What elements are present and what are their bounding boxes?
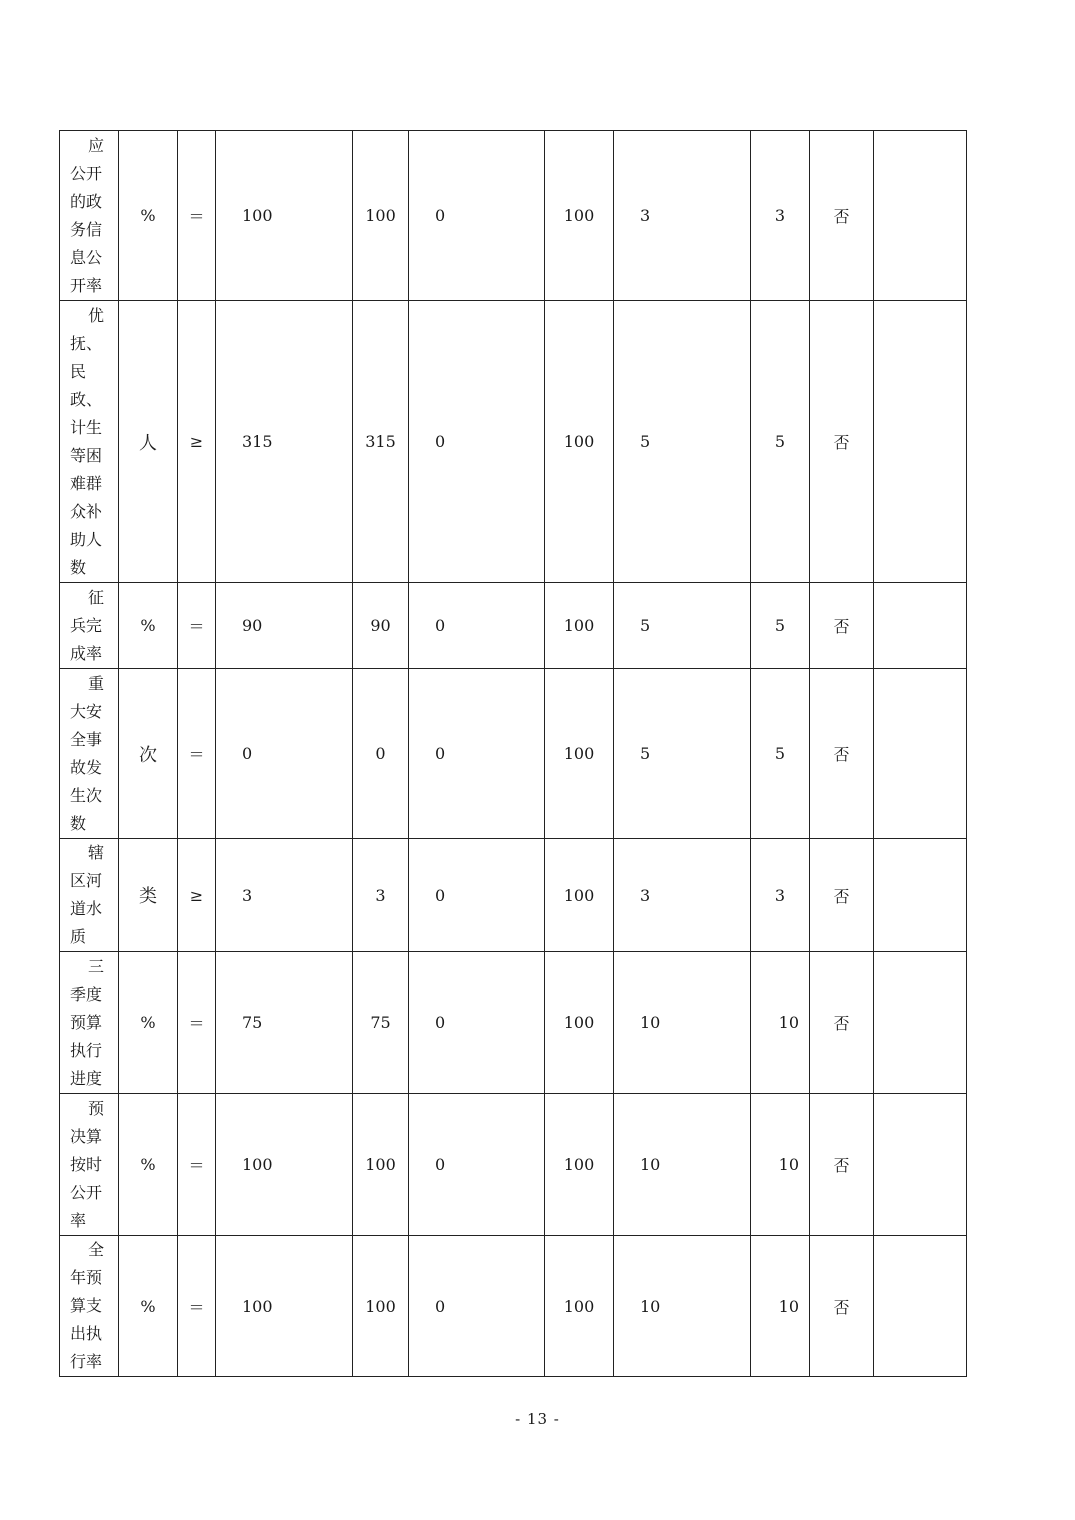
completion-rate-cell: 100: [545, 839, 614, 952]
score-cell: 5: [751, 301, 810, 583]
table-row: [60, 669, 967, 839]
deviation-cell: 0: [409, 839, 545, 952]
operator-cell: ≥: [178, 839, 216, 952]
unit-cell: %: [119, 1236, 178, 1377]
performance-indicator-table: [59, 130, 967, 1377]
target-value-cell: 0: [216, 669, 353, 839]
operator-cell: ＝: [178, 131, 216, 301]
unit-cell: 人: [119, 301, 178, 583]
target-value-cell: 75: [216, 952, 353, 1094]
deduction-flag-cell: 否: [810, 131, 874, 301]
weight-cell: 10: [614, 1236, 751, 1377]
note-cell: [874, 131, 967, 301]
deduction-flag-cell: 否: [810, 1236, 874, 1377]
actual-value-cell: 315: [353, 301, 409, 583]
unit-cell: 次: [119, 669, 178, 839]
score-cell: 3: [751, 839, 810, 952]
deviation-cell: 0: [409, 583, 545, 669]
score-cell: 3: [751, 131, 810, 301]
actual-value-cell: 0: [353, 669, 409, 839]
indicator-name-cell: 辖区河道水质: [60, 839, 119, 952]
completion-rate-cell: 100: [545, 669, 614, 839]
deduction-flag-cell: 否: [810, 583, 874, 669]
table-row: [60, 131, 967, 301]
target-value-cell: 100: [216, 131, 353, 301]
deduction-flag-cell: 否: [810, 839, 874, 952]
operator-cell: ＝: [178, 1094, 216, 1236]
deviation-cell: 0: [409, 1236, 545, 1377]
deviation-cell: 0: [409, 301, 545, 583]
weight-cell: 3: [614, 131, 751, 301]
indicator-name-cell: 重大安全事故发生次数: [60, 669, 119, 839]
actual-value-cell: 100: [353, 1236, 409, 1377]
completion-rate-cell: 100: [545, 301, 614, 583]
weight-cell: 5: [614, 301, 751, 583]
note-cell: [874, 839, 967, 952]
unit-cell: %: [119, 952, 178, 1094]
target-value-cell: 90: [216, 583, 353, 669]
indicator-name-cell: 预决算按时公开率: [60, 1094, 119, 1236]
table-row: [60, 301, 967, 583]
indicator-name-cell: 应公开的政务信息公开率: [60, 131, 119, 301]
unit-cell: %: [119, 583, 178, 669]
operator-cell: ＝: [178, 669, 216, 839]
deduction-flag-cell: 否: [810, 301, 874, 583]
unit-cell: 类: [119, 839, 178, 952]
operator-cell: ＝: [178, 952, 216, 1094]
indicator-name-cell: 征兵完成率: [60, 583, 119, 669]
completion-rate-cell: 100: [545, 131, 614, 301]
operator-cell: ＝: [178, 1236, 216, 1377]
completion-rate-cell: 100: [545, 952, 614, 1094]
note-cell: [874, 301, 967, 583]
weight-cell: 10: [614, 1094, 751, 1236]
note-cell: [874, 669, 967, 839]
target-value-cell: 315: [216, 301, 353, 583]
note-cell: [874, 952, 967, 1094]
actual-value-cell: 90: [353, 583, 409, 669]
completion-rate-cell: 100: [545, 1236, 614, 1377]
score-cell: 10: [751, 1094, 810, 1236]
weight-cell: 10: [614, 952, 751, 1094]
operator-cell: ≥: [178, 301, 216, 583]
table-row: [60, 952, 967, 1094]
indicator-name-cell: 全年预算支出执行率: [60, 1236, 119, 1377]
score-cell: 10: [751, 1236, 810, 1377]
actual-value-cell: 3: [353, 839, 409, 952]
score-cell: 10: [751, 952, 810, 1094]
page-number: - 13 -: [515, 1410, 560, 1428]
actual-value-cell: 100: [353, 1094, 409, 1236]
target-value-cell: 100: [216, 1236, 353, 1377]
actual-value-cell: 75: [353, 952, 409, 1094]
table-row: [60, 1094, 967, 1236]
table-row: [60, 583, 967, 669]
weight-cell: 5: [614, 669, 751, 839]
deduction-flag-cell: 否: [810, 952, 874, 1094]
unit-cell: %: [119, 1094, 178, 1236]
unit-cell: %: [119, 131, 178, 301]
deviation-cell: 0: [409, 669, 545, 839]
table-row: [60, 839, 967, 952]
deviation-cell: 0: [409, 131, 545, 301]
target-value-cell: 3: [216, 839, 353, 952]
note-cell: [874, 1236, 967, 1377]
weight-cell: 3: [614, 839, 751, 952]
deduction-flag-cell: 否: [810, 1094, 874, 1236]
table-row: [60, 1236, 967, 1377]
score-cell: 5: [751, 583, 810, 669]
deviation-cell: 0: [409, 952, 545, 1094]
note-cell: [874, 583, 967, 669]
actual-value-cell: 100: [353, 131, 409, 301]
weight-cell: 5: [614, 583, 751, 669]
score-cell: 5: [751, 669, 810, 839]
completion-rate-cell: 100: [545, 1094, 614, 1236]
target-value-cell: 100: [216, 1094, 353, 1236]
indicator-name-cell: 三季度预算执行进度: [60, 952, 119, 1094]
deduction-flag-cell: 否: [810, 669, 874, 839]
operator-cell: ＝: [178, 583, 216, 669]
note-cell: [874, 1094, 967, 1236]
deviation-cell: 0: [409, 1094, 545, 1236]
completion-rate-cell: 100: [545, 583, 614, 669]
indicator-name-cell: 优抚、民政、计生等困难群众补助人数: [60, 301, 119, 583]
